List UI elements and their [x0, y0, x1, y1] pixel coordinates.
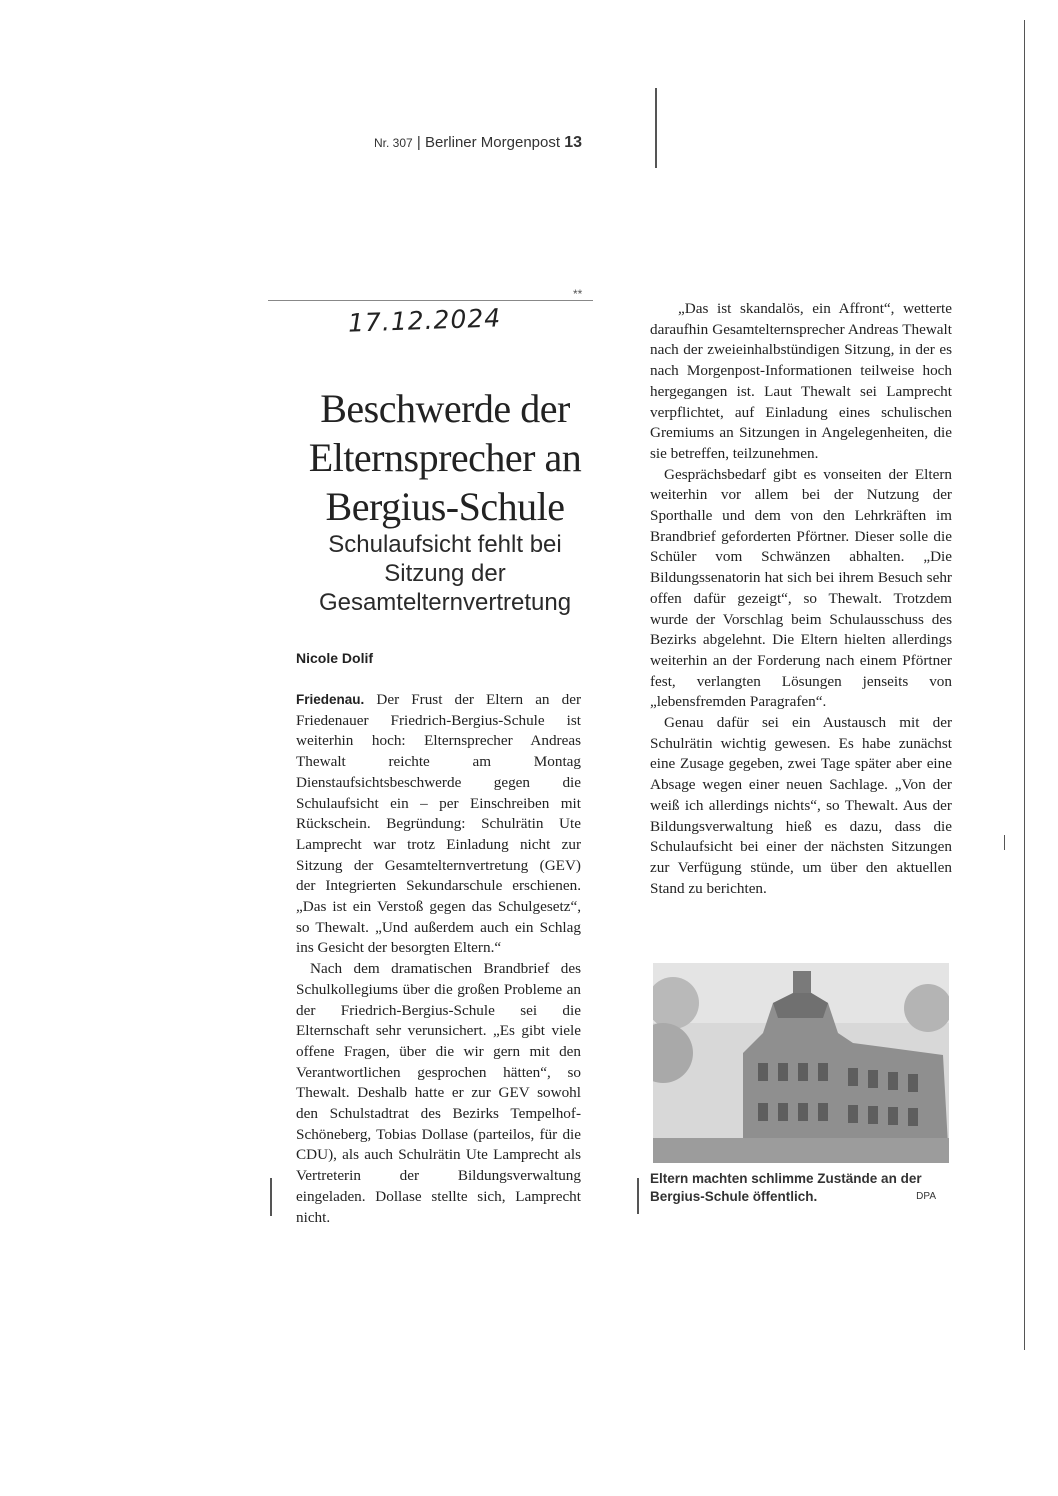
article-paragraph: Nach dem dramatischen Brandbrief des Schulkollegiums über die großen Probleme an der Friedrich-Bergius-Schule sei die Elternschaft sehr verunsichert. „Es gibt viele offene Fragen, über die wir gern mit den Verantwortlichen gesprochen hätten“, so Thewalt. Deshalb hatte er zur GEV sowohl den Schulstadtrat des Bezirks Tempelhof-Schöneberg, Tobias Dollase (parteilos, für die CDU), als auch Schulrätin Ute Lamprecht als Vertreterin der Bildungsverwaltung eingeladen. Dollase stellte sich, Lamprecht nicht.: [296, 960, 581, 1226]
handwritten-date: 17.12.2024: [347, 303, 502, 338]
scan-edge-line: [1004, 835, 1005, 850]
article-paragraph: [296, 690, 581, 959]
article-paragraph: Gesprächsbedarf gibt es vonseiten der Eltern weiterhin vor allem bei der Nutzung der Sporthalle und dem von den Lehrkräften im Brandbrief geforderten Pförtner. Dieser solle die Schüler vom Schwänzen abhalten. „Die Bildungssenatorin hat sich bei ihrem Besuch sehr offen dafür gezeigt“, so Thewalt. Trotzdem wurde der Vorschlag beim Schulausschuss des Bezirks abgelehnt. Die Eltern hielten allerdings weiterhin an der Forderung nach einem Pförtner fest, verlangten Lösungen jenseits von „lebensfremden Paragrafen“.: [650, 465, 952, 711]
scan-edge-line: [270, 1178, 272, 1216]
dateline: Friedenau.: [296, 692, 365, 707]
newspaper-header: [374, 134, 582, 152]
article-photo: [653, 963, 949, 1163]
article-paragraph: Genau dafür sei ein Austausch mit der Schulrätin wichtig gewesen. Es habe zunächst eine Zusage gegeben, zwei Tage später aber eine Absage wegen einer neuen Sachlage. „Von der weiß ich allerdings nichts“, so Thewalt. Aus der Bildungsverwaltung hieß es dazu, dass die Schulaufsicht bei einer der nächsten Sitzungen zur Verfügung stünde, um über den aktuellen Stand zu berichten.: [650, 714, 952, 897]
caption-text: Eltern machten schlimme Zustände an der Bergius-Schule öffentlich.: [650, 1171, 922, 1204]
newspaper-name: Berliner Morgenpost: [424, 134, 561, 151]
school-building-image: [653, 963, 949, 1163]
clipping-stars: **: [573, 287, 583, 301]
scan-edge-line: [1024, 20, 1025, 1350]
issue-number: Nr. 307: [374, 136, 413, 150]
article-headline: Beschwerde der Elternsprecher an Bergius-Schule: [308, 386, 582, 529]
article-subheadline: Schulaufsicht fehlt bei Sitzung der Gesamtelternvertretung: [318, 531, 572, 616]
article-paragraph: „Das ist skandalös, ein Affront“, wetterte daraufhin Gesamtelternsprecher Andreas Thewalt nach der zweieinhalbstündigen Sitzung, in der es nach Morgenpost-Informationen teilweise hoch hergegangen ist. Laut Thewalt sei Lamprecht verpflichtet, auf Einladung eines schulischen Gremiums an Sitzungen in Angelegenheiten, die sie betreffen, teilzunehmen.: [650, 300, 952, 462]
paragraph-text: Der Frust der Eltern an der Friedenauer Friedrich-Bergius-Schule ist weiterhin hoch: Elternsprecher Andreas Thewalt reichte am Montag Dienstaufsichtsbeschwerde gegen die Schulaufsicht ein – per Einschreiben mit Rückschein. Begründung: Schulrätin Ute Lamprecht war trotz Einladung nicht zur Sitzung der Gesamtelternvertretung (GEV) der Integrierten Sekundarschule erschienen. „Das ist ein Verstoß gegen das Schulgesetz“, so Thewalt. „Und außerdem auch ein Schlag ins Gesicht der besorgten Eltern.“: [296, 691, 581, 957]
scan-edge-line: [655, 88, 657, 168]
clipping-top-rule: [268, 300, 593, 301]
page-number: 13: [564, 134, 582, 151]
photo-credit: DPA: [916, 1191, 936, 1202]
header-separator: |: [416, 134, 421, 151]
photo-caption: [650, 1170, 950, 1206]
article-author: Nicole Dolif: [296, 650, 374, 666]
article-column-right: [650, 299, 952, 899]
scan-edge-line: [637, 1178, 639, 1214]
article-column-left: [296, 690, 581, 1228]
